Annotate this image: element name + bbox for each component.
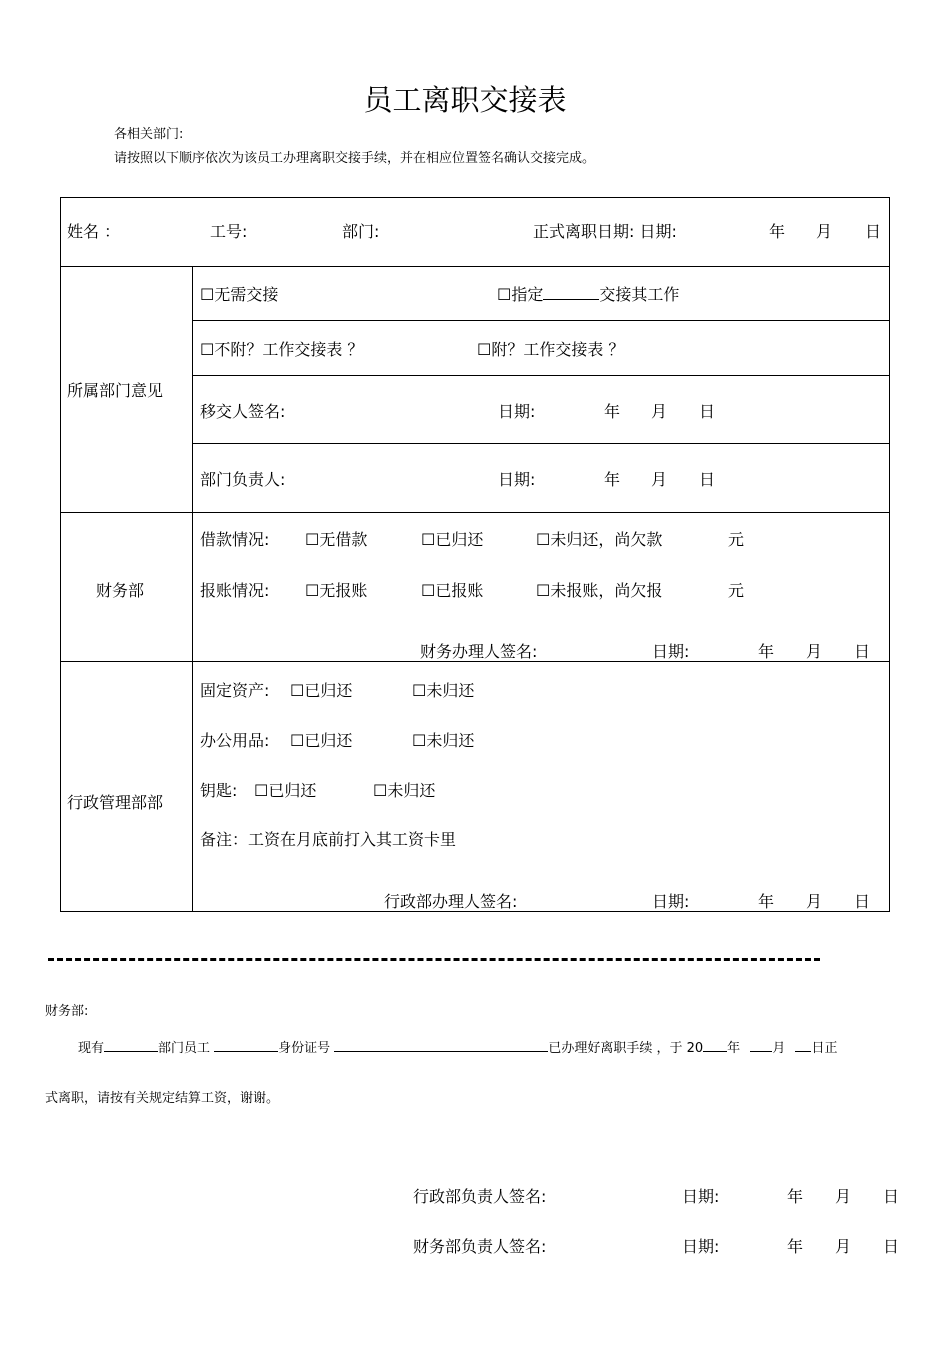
notice-line-1: [78, 1037, 838, 1056]
employee-name-blank[interactable]: [214, 1038, 278, 1052]
notice-id-number: 身份证号: [278, 1041, 331, 1056]
employee-number-field[interactable]: 工号:: [210, 222, 248, 241]
admin-signature-field[interactable]: 行政部办理人签名:: [384, 892, 518, 911]
year-label: 年: [604, 402, 621, 421]
day-label: 日: [883, 1187, 900, 1206]
notice-line-2: 式离职，请按有关规定结算工资，谢谢。: [45, 1091, 280, 1106]
day-label: 日: [854, 892, 871, 911]
yuan-label: 元: [728, 530, 745, 549]
date-label: 日期:: [652, 642, 690, 661]
supplies-not-returned-checkbox[interactable]: ☐未归还: [412, 731, 475, 750]
month-blank[interactable]: [750, 1038, 772, 1052]
attach-checkbox[interactable]: ☐附？工作交接表 ？: [477, 340, 625, 359]
handover-table: [60, 197, 890, 912]
month-label: 月: [806, 892, 823, 911]
keys-label: 钥匙:: [200, 781, 238, 800]
dept-head-signature-field[interactable]: 部门负责人:: [200, 470, 286, 489]
year-label: 年: [758, 642, 775, 661]
finance-signature-field[interactable]: 财务办理人签名:: [420, 642, 538, 661]
year-blank[interactable]: [703, 1038, 727, 1052]
remark-text: 备注：工资在月底前打入其工资卡里: [200, 830, 457, 849]
no-reimbursement-checkbox[interactable]: ☐无报账: [305, 581, 368, 600]
year-label: 年: [758, 892, 775, 911]
month-label: 月: [835, 1187, 852, 1206]
admin-head-signature-field[interactable]: 行政部负责人签名:: [413, 1187, 547, 1206]
date-label: 日期:: [652, 892, 690, 911]
date-label: 日期:: [498, 402, 536, 421]
row-divider: [192, 375, 890, 376]
office-supplies-label: 办公用品:: [200, 731, 270, 750]
loan-status-label: 借款情况:: [200, 530, 270, 549]
keys-returned-checkbox[interactable]: ☐已归还: [254, 781, 317, 800]
row-divider: [60, 512, 890, 513]
day-label: 日: [865, 222, 882, 241]
reimbursement-owed-checkbox[interactable]: ☐未报账，尚欠报: [536, 581, 663, 600]
year-label: 年: [604, 470, 621, 489]
month-label: 月: [835, 1237, 852, 1256]
leave-date-label: 正式离职日期: 日期:: [533, 222, 677, 241]
handover-signature-field[interactable]: 移交人签名:: [200, 402, 286, 421]
cut-line: [48, 958, 820, 961]
notice-year: 年: [727, 1041, 741, 1056]
month-label: 月: [806, 642, 823, 661]
dept-opinion-label: 所属部门意见: [67, 381, 164, 400]
assign-handover-checkbox[interactable]: [497, 282, 679, 305]
reimbursement-status-label: 报账情况:: [200, 581, 270, 600]
date-label: 日期:: [682, 1187, 720, 1206]
supplies-returned-checkbox[interactable]: ☐已归还: [290, 731, 353, 750]
assign-handover-suffix: 交接其工作: [599, 285, 680, 304]
assets-returned-checkbox[interactable]: ☐已归还: [290, 681, 353, 700]
row-divider: [192, 443, 890, 444]
notice-existing: 现有: [78, 1041, 105, 1056]
finance-head-signature-field[interactable]: 财务部负责人签名:: [413, 1237, 547, 1256]
department-field[interactable]: 部门:: [342, 222, 380, 241]
day-blank[interactable]: [795, 1038, 811, 1052]
day-label: 日: [699, 402, 716, 421]
notice-month: 月: [772, 1041, 786, 1056]
intro-line-2: 请按照以下顺序依次为该员工办理离职交接手续，并在相应位置签名确认交接完成。: [114, 151, 596, 166]
month-label: 月: [651, 470, 668, 489]
loan-returned-checkbox[interactable]: ☐已归还: [421, 530, 484, 549]
id-number-blank[interactable]: [334, 1038, 548, 1052]
assign-handover-label: ☐指定: [497, 285, 544, 304]
column-divider: [192, 266, 193, 912]
day-label: 日: [699, 470, 716, 489]
row-divider: [60, 266, 890, 267]
assignee-blank[interactable]: [543, 286, 599, 300]
notice-day-official: 日正: [811, 1041, 838, 1056]
notice-recipient: 财务部:: [45, 1004, 89, 1019]
row-divider: [192, 320, 890, 321]
no-attach-checkbox[interactable]: ☐不附？工作交接表 ？: [200, 340, 364, 359]
fixed-assets-label: 固定资产:: [200, 681, 270, 700]
year-label: 年: [769, 222, 786, 241]
day-label: 日: [883, 1237, 900, 1256]
assets-not-returned-checkbox[interactable]: ☐未归还: [412, 681, 475, 700]
intro-line-1: 各相关部门:: [114, 127, 184, 142]
finance-dept-label: 财务部: [96, 581, 145, 600]
no-handover-checkbox[interactable]: ☐无需交接: [200, 285, 279, 304]
notice-done: 已办理好离职手续: [548, 1041, 653, 1056]
keys-not-returned-checkbox[interactable]: ☐未归还: [373, 781, 436, 800]
month-label: 月: [816, 222, 833, 241]
admin-dept-label: 行政管理部部: [67, 793, 164, 812]
notice-dept-employee: 部门员工: [158, 1041, 211, 1056]
loan-owed-checkbox[interactable]: ☐未归还，尚欠款: [536, 530, 663, 549]
month-label: 月: [651, 402, 668, 421]
date-label: 日期:: [498, 470, 536, 489]
year-label: 年: [787, 1237, 804, 1256]
date-label: 日期:: [682, 1237, 720, 1256]
dept-blank[interactable]: [104, 1038, 158, 1052]
notice-on-20: ，于 20: [656, 1041, 704, 1056]
no-loan-checkbox[interactable]: ☐无借款: [305, 530, 368, 549]
day-label: 日: [854, 642, 871, 661]
year-label: 年: [787, 1187, 804, 1206]
page-title: 员工离职交接表: [363, 83, 567, 117]
yuan-label: 元: [728, 581, 745, 600]
reimbursed-checkbox[interactable]: ☐已报账: [421, 581, 484, 600]
name-field[interactable]: 姓名 ：: [67, 222, 121, 241]
